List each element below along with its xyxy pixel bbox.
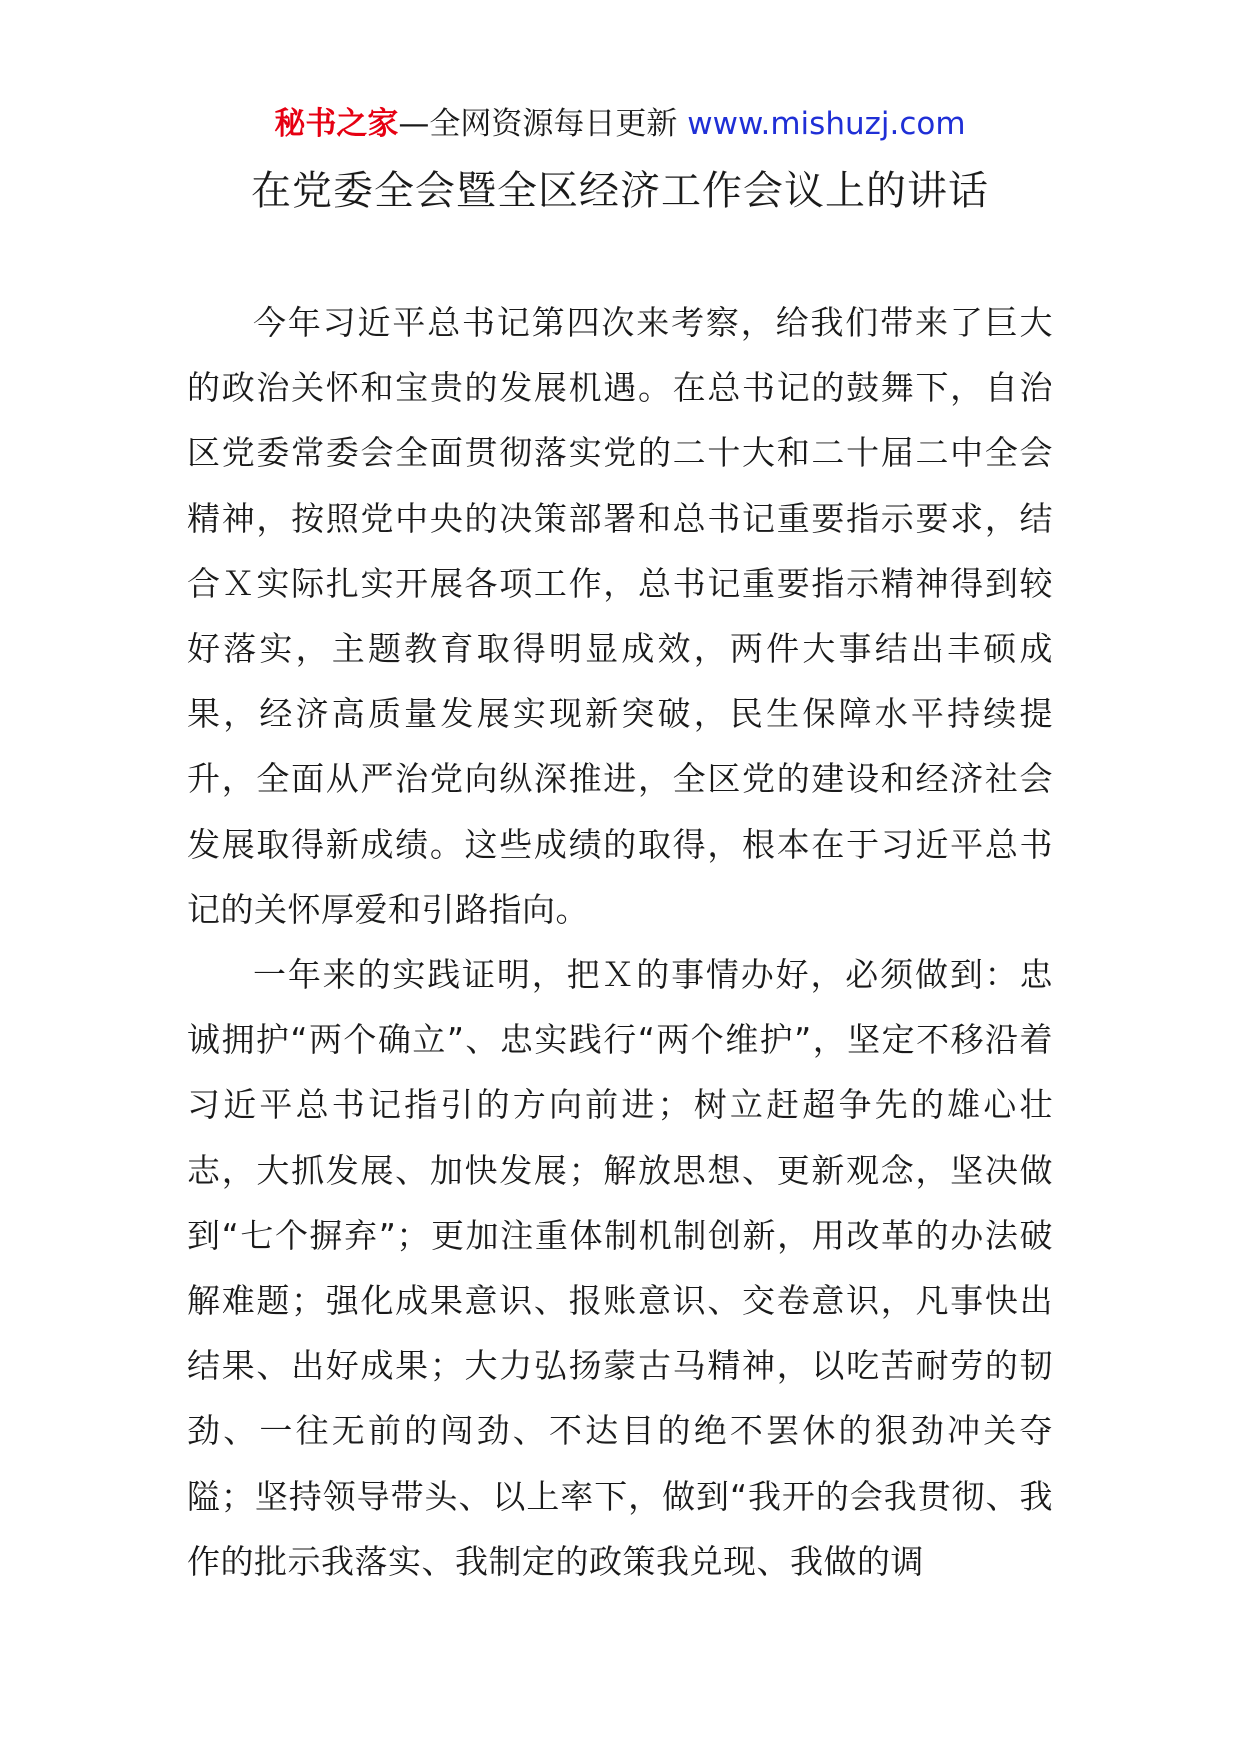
document-body <box>187 290 1053 1594</box>
site-brand: 秘书之家 <box>274 106 399 142</box>
body-paragraph-2: 一年来的实践证明，把Ｘ的事情办好，必须做到：忠诚拥护“两个确立”、忠实践行“两个维护”，坚定不移沿着习近平总书记指引的方向前进；树立赶超争先的雄心壮志，大抓发展、加快发展；解放思想、更新观念，坚决做到“七个摒弃”；更加注重体制机制创新，用改革的办法破解难题；强化成果意识、报账意识、交卷意识，凡事快出结果、出好成果；大力弘扬蒙古马精神，以吃苦耐劳的韧劲、一往无前的闯劲、不达目的绝不罢休的狠劲冲关夺隘；坚持领导带头、以上率下，做到“我开的会我贯彻、我作的批示我落实、我制定的政策我兑现、我做的调 <box>187 955 1053 1581</box>
site-tagline: —全网资源每日更新 <box>398 106 678 142</box>
site-url-link[interactable]: www.mishuzj.com <box>687 106 966 142</box>
body-paragraph-1: 今年习近平总书记第四次来考察，给我们带来了巨大的政治关怀和宝贵的发展机遇。在总书记的鼓舞下，自治区党委常委会全面贯彻落实党的二十大和二十届二中全会精神，按照党中央的决策部署和总书记重要指示要求，结合Ｘ实际扎实开展各项工作，总书记重要指示精神得到较好落实，主题教育取得明显成效，两件大事结出丰硕成果，经济高质量发展实现新突破，民生保障水平持续提升，全面从严治党向纵深推进，全区党的建设和经济社会发展取得新成绩。这些成绩的取得，根本在于习近平总书记的关怀厚爱和引路指向。 <box>187 303 1053 929</box>
document-title: 在党委全会暨全区经济工作会议上的讲话 <box>251 168 989 214</box>
site-header <box>0 102 1240 146</box>
